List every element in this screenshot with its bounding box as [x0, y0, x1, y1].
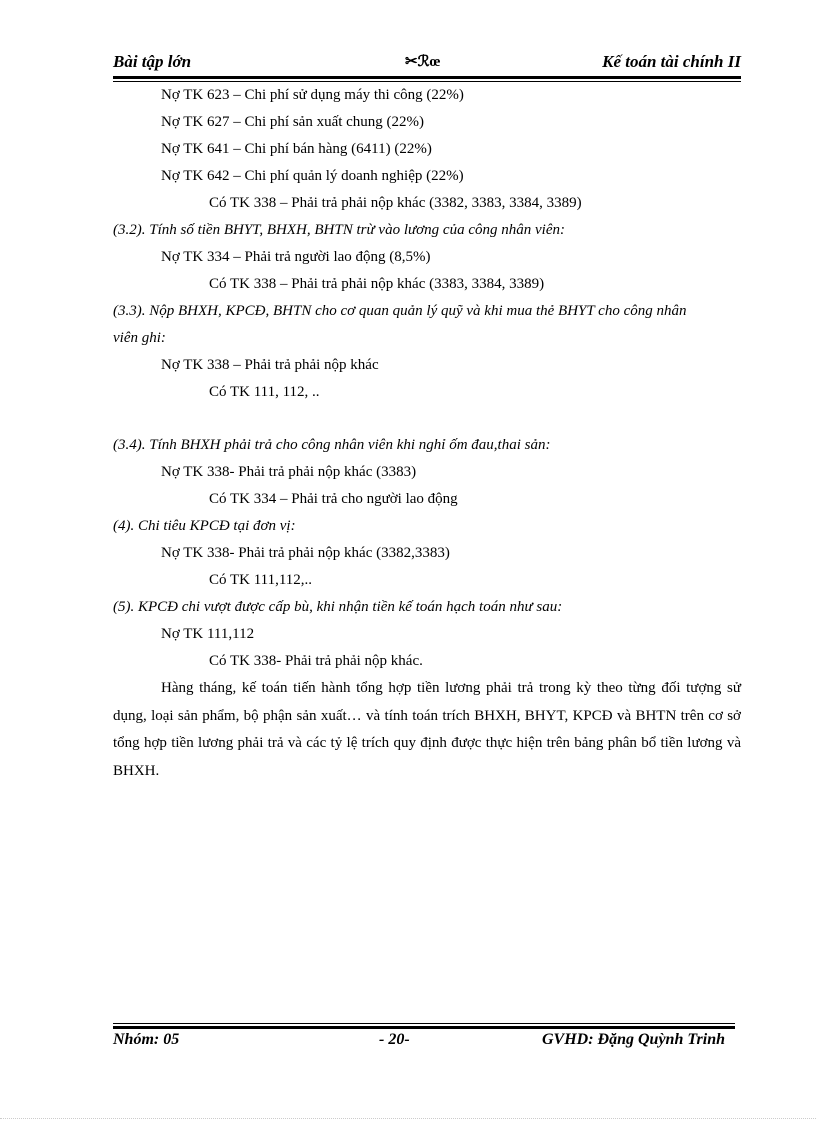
journal-entry-line: Nợ TK 338 – Phải trả phải nộp khác	[161, 357, 379, 373]
section-heading: (3.2). Tính số tiền BHYT, BHXH, BHTN trừ vào lương của công nhân viên:	[113, 222, 565, 238]
footer-rule-thick	[113, 1026, 735, 1029]
page-footer	[113, 1031, 725, 1055]
section-heading: viên ghi:	[113, 330, 166, 346]
header-right-text: Kế toán tài chính II	[602, 52, 741, 71]
journal-entry-line: Nợ TK 623 – Chi phí sử dụng máy thi công (22%)	[161, 87, 464, 103]
journal-entry-line: Nợ TK 642 – Chi phí quản lý doanh nghiệp (22%)	[161, 168, 464, 184]
header-ornament: ✂ℛœ	[405, 54, 441, 70]
footer-instructor: GVHD: Đặng Quỳnh Trinh	[541, 1031, 725, 1048]
journal-entry-line: Nợ TK 627 – Chi phí sản xuất chung (22%)	[161, 114, 425, 130]
section-heading: (3.4). Tính BHXH phải trả cho công nhân viên khi nghỉ ốm đau,thai sản:	[113, 437, 551, 453]
journal-entry-line: Có TK 338 – Phải trả phải nộp khác (3383, 3384, 3389)	[209, 276, 545, 292]
journal-entry-line: Nợ TK 641 – Chi phí bán hàng (6411) (22%)	[161, 141, 432, 157]
footer-group: Nhóm: 05	[113, 1031, 180, 1048]
page-header	[113, 52, 741, 78]
section-heading: (3.3). Nộp BHXH, KPCĐ, BHTN cho cơ quan quản lý quỹ và khi mua thẻ BHYT cho công nhân	[113, 303, 687, 319]
section-heading: (5). KPCĐ chi vượt được cấp bù, khi nhận tiền kế toán hạch toán như sau:	[113, 599, 563, 615]
journal-entry-line: Có TK 338 – Phải trả phải nộp khác (3382, 3383, 3384, 3389)	[209, 195, 582, 211]
journal-entry-line: Có TK 338- Phải trả phải nộp khác.	[209, 653, 423, 669]
journal-entry-line: Nợ TK 334 – Phải trả người lao động (8,5%)	[161, 249, 431, 265]
section-heading: (4). Chi tiêu KPCĐ tại đơn vị:	[113, 518, 296, 534]
journal-entry-line: Nợ TK 338- Phải trả phải nộp khác (3383)	[161, 464, 417, 480]
blank-line	[113, 406, 741, 432]
journal-entry-line: Nợ TK 338- Phải trả phải nộp khác (3382,3383)	[161, 545, 450, 561]
page-edge	[0, 1118, 816, 1119]
footer-rule-thin	[113, 1023, 735, 1024]
journal-entry-line: Nợ TK 111,112	[161, 626, 255, 642]
journal-entry-line: Có TK 111, 112, ..	[209, 384, 320, 400]
journal-entry-line: Có TK 111,112,..	[209, 572, 313, 588]
header-rule-thick	[113, 76, 741, 79]
page-number: - 20-	[379, 1031, 410, 1048]
entry-lines	[113, 82, 741, 675]
journal-entry-line: Có TK 334 – Phải trả cho người lao động	[209, 491, 458, 507]
document-body	[113, 82, 741, 800]
header-left-text: Bài tập lớn	[113, 52, 192, 71]
summary-paragraph: Hàng tháng, kế toán tiến hành tổng hợp tiền lương phải trả trong kỳ theo từng đối tượng sử dụng, loại sản phẩm, bộ phận sản xuất… và tính toán trích BHXH, BHYT, KPCĐ và BHTN trên cơ sở tổng hợp tiền lương phải trả và các tỷ lệ trích quy định được thực hiện trên bảng phân bổ tiền lương và BHXH.	[113, 680, 741, 779]
